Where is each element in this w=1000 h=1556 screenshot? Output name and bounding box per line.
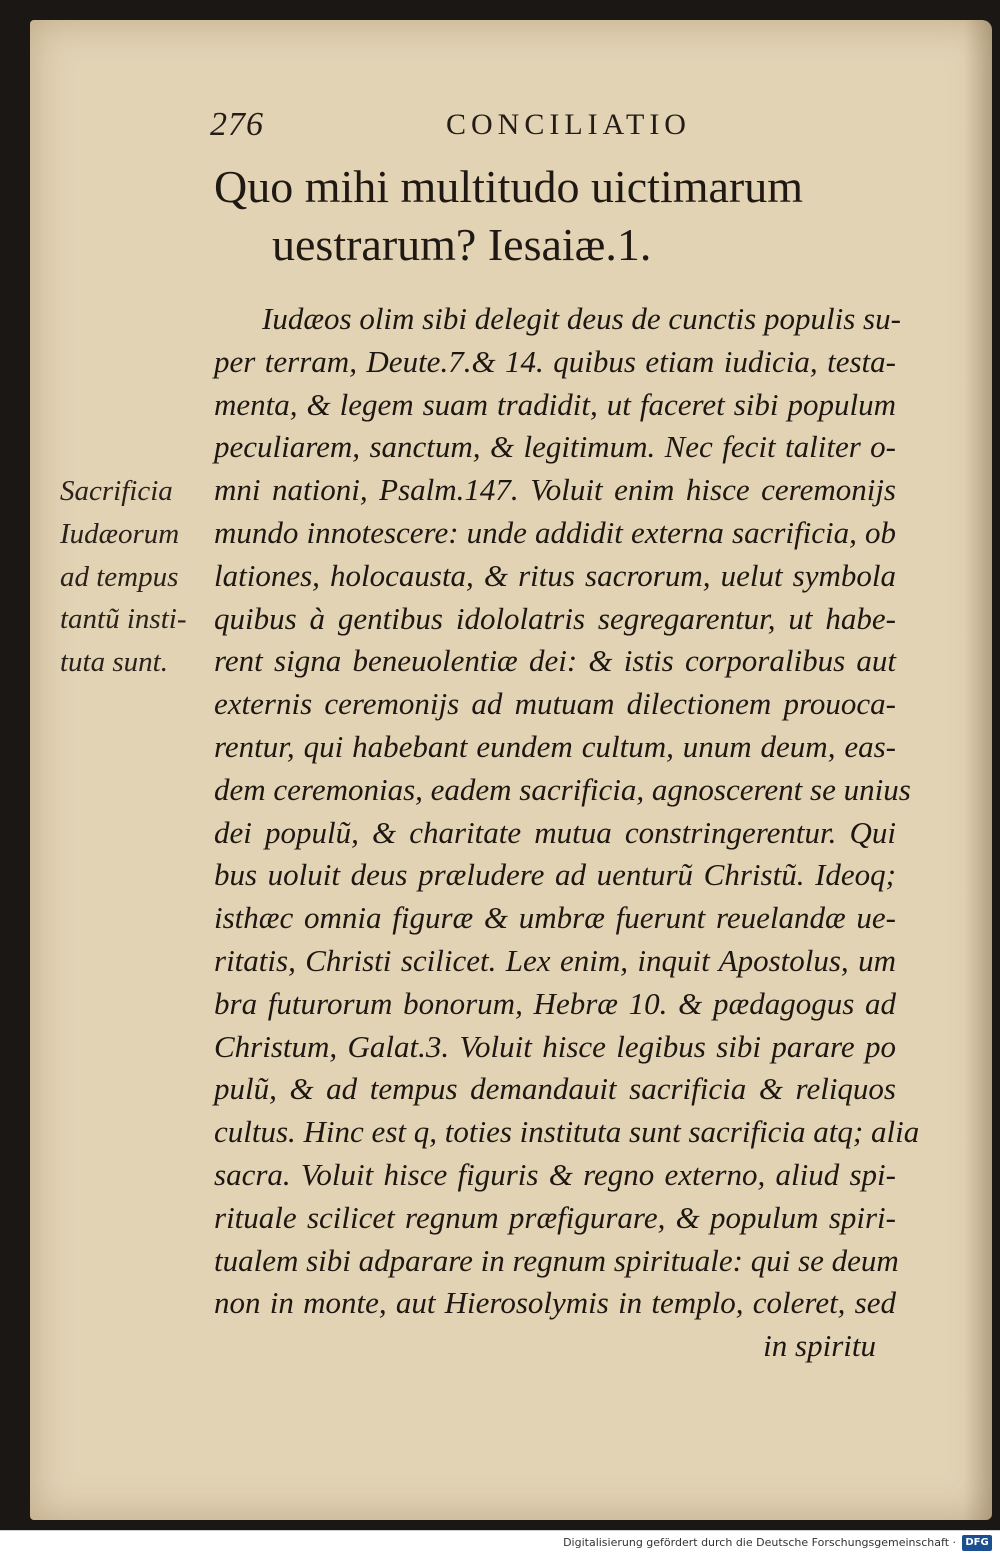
text-line: externis ceremonijs ad mutuam dilectionem prouoca- — [214, 686, 896, 722]
text-line: bra futurorum bonorum, Hebræ 10. & pædagogus ad — [214, 985, 896, 1021]
funding-note: Digitalisierung gefördert durch die Deutsche Forschungsgemeinschaft · — [563, 1536, 956, 1549]
section-heading — [214, 158, 904, 274]
text-line: mundo innotescere: unde addidit externa sacrificia, ob — [214, 514, 896, 550]
text-line: dem ceremonias, eadem sacrificia, agnoscerent se unius — [214, 771, 911, 807]
heading-line-2: uestrarum? Iesaiæ.1. — [272, 219, 652, 270]
marginal-line: tantũ insti- — [60, 603, 187, 636]
page-edge-shadow — [964, 20, 992, 1520]
text-line: sacra. Voluit hisce figuris & regno externo, aliud spi- — [214, 1156, 896, 1192]
marginal-line: Sacrificia — [60, 475, 173, 507]
text-line: Christum, Galat.3. Voluit hisce legibus sibi parare po — [214, 1028, 896, 1064]
marginal-line: ad tempus — [60, 560, 179, 593]
text-line: mni nationi, Psalm.147. Voluit enim hisce ceremonijs — [214, 472, 896, 508]
text-line: rituale scilicet regnum præfigurare, & populum spiri- — [214, 1199, 896, 1235]
text-line: pulũ, & ad tempus demandauit sacrificia & reliquos — [214, 1071, 896, 1107]
text-line: quibus à gentibus idololatris segregarentur, ut habe- — [214, 600, 896, 636]
running-title: CONCILIATIO — [446, 108, 691, 141]
text-line: per terram, Deute.7.& 14. quibus etiam iudicia, testa- — [214, 343, 896, 379]
text-line: rent signa beneuolentiæ dei: & istis corporalibus aut — [214, 643, 896, 679]
text-line: bus uoluit deus præludere ad uenturũ Christũ. Ideoq; — [214, 857, 896, 893]
text-line: non in monte, aut Hierosolymis in templo, coleret, sed — [214, 1285, 896, 1321]
marginal-line: Iudæorum — [60, 517, 180, 550]
text-line: cultus. Hinc est q, toties instituta sunt sacrificia atq; alia — [214, 1114, 920, 1150]
heading-line-1: Quo mihi multitudo uictimarum — [214, 161, 804, 212]
running-head — [210, 106, 900, 146]
page-number: 276 — [210, 106, 264, 143]
dfg-logo: DFG — [962, 1535, 992, 1551]
catchword: in spiritu — [763, 1328, 876, 1364]
text-line: tualem sibi adparare in regnum spirituale: qui se deum — [214, 1242, 899, 1278]
marginal-line: tuta sunt. — [60, 646, 168, 679]
text-line: rentur, qui habebant eundem cultum, unum deum, eas- — [214, 728, 896, 764]
text-line: dei populũ, & charitate mutua constringerentur. Qui — [214, 814, 896, 850]
body-text — [214, 298, 920, 1368]
marginal-note — [60, 470, 210, 684]
text-line: peculiarem, sanctum, & legitimum. Nec fecit taliter o- — [214, 429, 896, 465]
text-line: isthæc omnia figuræ & umbræ fuerunt reuelandæ ue- — [214, 900, 896, 936]
digitization-footer — [0, 1530, 1000, 1556]
text-line: menta, & legem suam tradidit, ut faceret sibi populum — [214, 386, 896, 422]
text-line: lationes, holocausta, & ritus sacrorum, uelut symbola — [214, 557, 896, 593]
text-line: ritatis, Christi scilicet. Lex enim, inquit Apostolus, um — [214, 942, 896, 978]
text-line: Iudæos olim sibi delegit deus de cunctis populis su- — [262, 301, 901, 336]
